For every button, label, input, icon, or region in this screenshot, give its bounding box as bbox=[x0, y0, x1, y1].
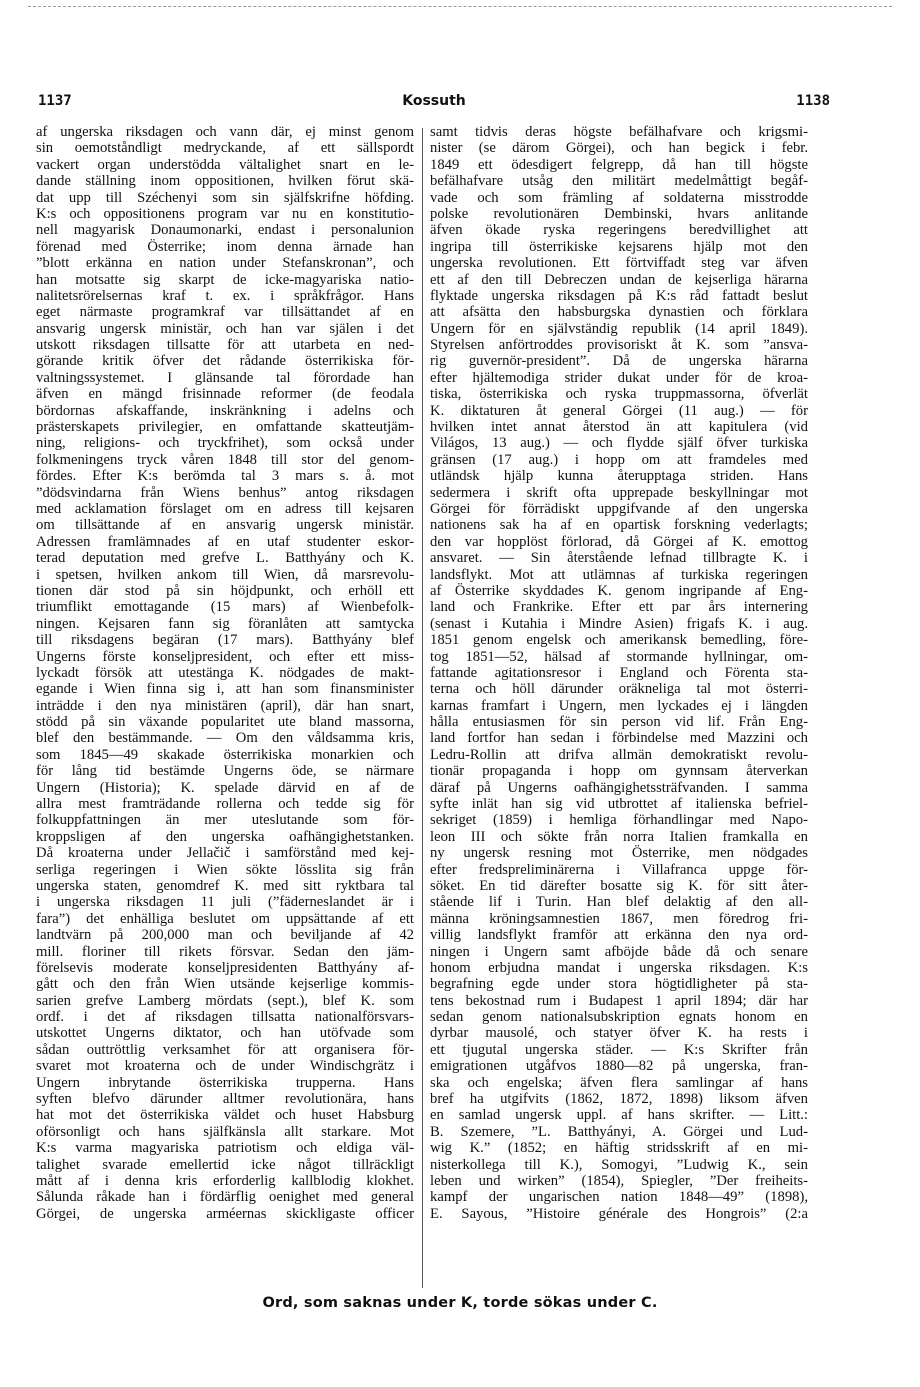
text-line: fördes. Efter K:s berömda tal 3 mars s. å. mot bbox=[36, 468, 414, 485]
text-line: ning, religions- och tryckfrihet), som också under bbox=[36, 435, 414, 452]
text-line: Ledru-Rollin att drifva allmän demokratiskt revolu- bbox=[430, 746, 808, 763]
text-line: triumflikt emottagande (15 mars) af Wienbefolk- bbox=[36, 599, 414, 616]
text-line: ungerska revolutionen. Ett förtviffadt steg var äfven bbox=[430, 255, 808, 272]
text-line: ningen. Kejsaren fann sig föranlåten att samtycka bbox=[36, 615, 414, 632]
text-line: land och Frankrike. Efter ett par års internering bbox=[430, 599, 808, 616]
text-line: flyktade ungerska riksdagen på K:s råd fattadt beslut bbox=[430, 287, 808, 304]
text-line: ”blott erkänna en nation under Stefanskronan”, och bbox=[36, 255, 414, 272]
text-line: 1851 genom engelsk och amerikansk bemedling, före- bbox=[430, 632, 808, 649]
text-line: till riksdagens begäran (17 mars). Batthyány blef bbox=[36, 632, 414, 649]
running-title: Kossuth bbox=[402, 93, 466, 109]
text-line: syften blefvo därunder alltmer revolutionära, hans bbox=[36, 1091, 414, 1108]
text-line: B. Szemere, ”L. Batthyányi, A. Görgei und Lud- bbox=[430, 1123, 808, 1140]
text-line: E. Sayous, ”Histoire générale des Hongrois” (2:a bbox=[430, 1205, 808, 1222]
text-line: sin oemotståndligt medryckande, af ett sällspordt bbox=[36, 140, 414, 157]
text-line: i spetsen, hvilken ankom till Wien, då marsrevolu- bbox=[36, 566, 414, 583]
text-line: emigrationen utgåfvos 1880—82 på ungerska, fran- bbox=[430, 1058, 808, 1075]
text-line: om tillsättande af en ansvarig ungersk ministär. bbox=[36, 517, 414, 534]
text-line: samt tidvis deras högste befälhafvare och krigsmi- bbox=[430, 124, 808, 140]
text-line: utskottet Ungerns diktator, och han utöfvade som bbox=[36, 1025, 414, 1042]
text-line: mått af i denna kris erforderlig kallblodig klokhet. bbox=[36, 1173, 414, 1189]
text-line: leben und wirken” (1854), Spiegler, ”Der freiheits- bbox=[430, 1173, 808, 1189]
text-line: prästerskapets privilegier, en omfattande skatteutjäm- bbox=[36, 419, 414, 436]
text-line: (senast i Kutahia i Mindre Asien) frigafs K. i aug. bbox=[430, 615, 808, 632]
text-line: männa kröningsamnestien 1867, men föredrog fri- bbox=[430, 910, 808, 927]
text-line: nell magyarisk Donaumonarki, endast i personalunion bbox=[36, 222, 414, 239]
page-header bbox=[38, 93, 830, 113]
text-line: en samlad ungersk uppl. af hans skrifter. — Litt.: bbox=[430, 1107, 808, 1124]
text-line: begrafning egde under stora högtidligheter på sta- bbox=[430, 976, 808, 993]
text-line: för lång tid bestämde Ungerns öde, se närmare bbox=[36, 763, 414, 780]
text-line: görande kritik öfver det rådande österrikiska för- bbox=[36, 353, 414, 370]
text-line: kroppsligen af den ungerska oafhängighetstanken. bbox=[36, 828, 414, 845]
text-line: hålla entusiasmen för sin person vid lif. Från Eng- bbox=[430, 714, 808, 731]
text-line: blef den bestämmande. — Om den våldsamma kris, bbox=[36, 730, 414, 747]
text-line: däraf på Ungerns oafhängighetssträfvanden. I samma bbox=[430, 779, 808, 796]
text-line: Világos, 13 aug.) — och flydde själf öfver turkiska bbox=[430, 435, 808, 452]
text-line: tens bekostnad rum i Budapest 1 april 1894; där har bbox=[430, 992, 808, 1009]
text-line: inträdde i den nya ministären (april), där han snart, bbox=[36, 697, 414, 714]
text-line: wig K.” (1852; en häftig stridsskrift af en mi- bbox=[430, 1140, 808, 1157]
text-line: oförsonligt och hans själfkänsla allt starkare. Mot bbox=[36, 1123, 414, 1140]
text-line: äfven en mängd frisinnade reformer (de feodala bbox=[36, 386, 414, 403]
text-line: allra mest framträdande rollerna och tedde sig för bbox=[36, 796, 414, 813]
text-line: rig guvernör-president”. Då de ungerska härarna bbox=[430, 353, 808, 370]
text-line: villig landsflykt framför att erkänna den nya ord- bbox=[430, 927, 808, 944]
text-line: ny ungersk resning mot Österrike, men nödgades bbox=[430, 845, 808, 862]
left-column bbox=[36, 124, 414, 1222]
text-line: att afsätta den habsburgska dynastien och förklara bbox=[430, 304, 808, 321]
text-line: sedermera i skrift ofta upprepade beskyllningar mot bbox=[430, 484, 808, 501]
page-number-right: 1138 bbox=[796, 93, 830, 109]
text-line: nationens sak ha af en opartisk forskning vederlagts; bbox=[430, 517, 808, 534]
text-line: land fortfor han sedan i förbindelse med Mazzini och bbox=[430, 730, 808, 747]
text-line: eget närmaste programkraf var tillsättandet af en bbox=[36, 304, 414, 321]
text-line: serliga regeringen i Wien sökte lösslita sig från bbox=[36, 861, 414, 878]
text-line: terad deputation med grefve L. Batthyány och K. bbox=[36, 550, 414, 567]
text-line: egande i Wien finna sig i, att han som finansminister bbox=[36, 681, 414, 698]
text-line: sarien grefve Lamberg mördats (sept.), blef K. som bbox=[36, 992, 414, 1009]
text-line: Görgei för förrädiskt uppgifvande af den ungerska bbox=[430, 500, 808, 517]
text-line: leon III och sökte från norra Italien framkalla en bbox=[430, 828, 808, 845]
text-line: ska och engelska; äfven flera samlingar af hans bbox=[430, 1074, 808, 1091]
text-line: sedan genom nationalsubskription egnats honom en bbox=[430, 1009, 808, 1026]
text-line: han motsatte sig skarpt de icke-magyariska natio- bbox=[36, 271, 414, 288]
text-line: fara”) det enhälliga beslutet om uppsättande af ett bbox=[36, 910, 414, 927]
text-line: K:s och oppositionens program var nu en konstitutio- bbox=[36, 205, 414, 222]
text-line: hat mot det österrikiska väldet och huset Habsburg bbox=[36, 1107, 414, 1124]
text-line: ett af den till Debreczen undan de kejserliga härarna bbox=[430, 271, 808, 288]
text-line: förenad med Österrike; inom denna ärnade han bbox=[36, 238, 414, 255]
text-line: den var hopplöst förlorad, då Görgei af K. emottog bbox=[430, 533, 808, 550]
text-line: tionen där stod på sin höjdpunkt, och erhöll ett bbox=[36, 582, 414, 599]
text-line: af ungerska riksdagen och vann där, ej minst genom bbox=[36, 124, 414, 140]
text-line: bref ha utgifvits (1862, 1872, 1898) liksom äfven bbox=[430, 1091, 808, 1108]
text-line: ningen i Ungern samt afböjde både då och senare bbox=[430, 943, 808, 960]
text-line: ordf. i det af riksdagen tillsatta nationalförsvars- bbox=[36, 1009, 414, 1026]
text-line: ungerska staten, genomdref K. med sitt ryktbara tal bbox=[36, 877, 414, 894]
text-line: gått och den från Wien utsände kejserlige kommis- bbox=[36, 976, 414, 993]
text-line: mill. floriner till rikets försvar. Sedan den jäm- bbox=[36, 943, 414, 960]
text-line: landtvärn på 200,000 man och beviljande af 42 bbox=[36, 927, 414, 944]
text-line: ansvaret. — Sin återstående lefnad tillbragte K. i bbox=[430, 550, 808, 567]
text-line: Ungern (Historia); K. spelade därvid en af de bbox=[36, 779, 414, 796]
text-line: folkmeningens tryck våren 1848 till stor del genom- bbox=[36, 451, 414, 468]
text-line: landsflykt. Mot att utlämnas af turkiska regeringen bbox=[430, 566, 808, 583]
text-line: Ungern för en självständig republik (14 april 1849). bbox=[430, 320, 808, 337]
text-line: söket. En tid därefter bosatte sig K. för sitt åter- bbox=[430, 877, 808, 894]
text-line: vackert organ understödda vältalighet snart en le- bbox=[36, 156, 414, 173]
text-line: terna och höll därunder oräkneliga tal mot österri- bbox=[430, 681, 808, 698]
text-line: Ungern inbrytande österrikiska trupperna. Hans bbox=[36, 1074, 414, 1091]
text-line: sådan outtröttlig verksamhet för att organisera för- bbox=[36, 1041, 414, 1058]
text-line: 1849 ett ödesdigert felgrepp, då han till högste bbox=[430, 156, 808, 173]
footer-note: Ord, som saknas under K, torde sökas under C. bbox=[262, 1295, 658, 1311]
text-line: karnas framfart i Ungern, men lyckades ej i längden bbox=[430, 697, 808, 714]
text-line: utländsk hjälp kunna återupptaga striden. Hans bbox=[430, 468, 808, 485]
text-line: sekriget (1859) i hemliga förhandlingar med Napo- bbox=[430, 812, 808, 829]
text-line: polske revolutionären Dembinski, hvars anlitande bbox=[430, 205, 808, 222]
text-line: i ungerska riksdagen 11 juli (”fäderneslandet är i bbox=[36, 894, 414, 911]
text-line: vade och som främling af soldaterna misstrodde bbox=[430, 189, 808, 206]
text-line: nister (se därom Görgei), och han begick i febr. bbox=[430, 140, 808, 157]
text-line: Då kroaterna under Jellačič i samförstånd med kej- bbox=[36, 845, 414, 862]
text-line: utskott riksdagen tillsatte för att utarbeta en ned- bbox=[36, 337, 414, 354]
text-line: Görgei, de ungerska arméernas skickligaste officer bbox=[36, 1205, 414, 1222]
text-line: Adressen framlämnades af en utaf studenter eskor- bbox=[36, 533, 414, 550]
text-line: nalitetsrörelsernas kraf t. ex. i språkfrågor. Hans bbox=[36, 287, 414, 304]
text-line: ansvarig ungersk ministär, och han var själen i det bbox=[36, 320, 414, 337]
text-line: gränsen (17 aug.) i hopp om att framdeles med bbox=[430, 451, 808, 468]
text-line: folkuppfattningen än mer uteslutande som för- bbox=[36, 812, 414, 829]
text-line: efter hjältemodiga strider dukat under för de kroa- bbox=[430, 369, 808, 386]
text-line: tiska, österrikiska och ryska truppmassorna, öfverlät bbox=[430, 386, 808, 403]
text-line: svaret mot kroaterna och de under Windischgrätz i bbox=[36, 1058, 414, 1075]
text-line: Styrelsen anförtroddes provisoriskt åt K. som ”ansva- bbox=[430, 337, 808, 354]
text-line: syfte inlät han sig vid utbrottet af italienska befriel- bbox=[430, 796, 808, 813]
text-line: hvilken intet annat återstod än att kapitulera (vid bbox=[430, 419, 808, 436]
text-line: som 1845—49 skakade österrikiska monarkien och bbox=[36, 746, 414, 763]
top-scan-edge bbox=[28, 6, 892, 7]
text-line: dande ställning inom oppositionen, hvilken förut skä- bbox=[36, 173, 414, 190]
text-line: ”dödsvindarna från Wiens benhus” antog riksdagen bbox=[36, 484, 414, 501]
text-line: af Österrike skyddades K. genom ingripande af Eng- bbox=[430, 582, 808, 599]
text-line: fattande agitationsresor i England och Förenta sta- bbox=[430, 664, 808, 681]
text-line: med acklamation förslaget om en adress till kejsaren bbox=[36, 500, 414, 517]
text-line: befälhafvare utsåg den militärt medelmåttigt begåf- bbox=[430, 173, 808, 190]
text-line: talighet svarade emellertid icke något tillräckligt bbox=[36, 1156, 414, 1173]
text-line: ingripa till österrikiske kejsarens hjälp mot den bbox=[430, 238, 808, 255]
text-line: nisterkollega till K.), Somogyi, ”Ludwig K., sein bbox=[430, 1156, 808, 1173]
page-number-left: 1137 bbox=[38, 93, 72, 109]
text-line: ett tjugutal ungerska städer. — K:s Skrifter från bbox=[430, 1041, 808, 1058]
text-line: bördornas afskaffande, inskränkning i adelns och bbox=[36, 402, 414, 419]
text-line: lyckadt försök att utestänga K. nödgades de makt- bbox=[36, 664, 414, 681]
text-line: dat upp till Széchenyi som sin själfskrifne höfding. bbox=[36, 189, 414, 206]
text-line: dyrbar mausolé, och statyer öfver K. ha rests i bbox=[430, 1025, 808, 1042]
right-column bbox=[430, 124, 808, 1222]
text-line: tionär propaganda i hopp om gynnsam återverkan bbox=[430, 763, 808, 780]
text-line: valtningssystemet. I glänsande tal förordade han bbox=[36, 369, 414, 386]
text-line: Ungerns förste konseljpresident, och efter ett miss- bbox=[36, 648, 414, 665]
text-line: stående lif i Turin. Han blef delaktig af den all- bbox=[430, 894, 808, 911]
text-line: efter fredspreliminärerna i Villafranca uppge för- bbox=[430, 861, 808, 878]
text-line: honom erbjudna mandat i ungerska riksdagen. K:s bbox=[430, 959, 808, 976]
text-line: Sålunda råkade han i fördärflig oenighet med general bbox=[36, 1189, 414, 1206]
text-line: förelsevis moderate konseljpresidenten Batthyány af- bbox=[36, 959, 414, 976]
column-divider bbox=[422, 128, 423, 1288]
text-line: tog 1851—52, hälsad af stormande hyllningar, om- bbox=[430, 648, 808, 665]
text-line: stödd på sin växande popularitet ute bland massorna, bbox=[36, 714, 414, 731]
text-line: kampf der ungarischen nation 1848—49” (1898), bbox=[430, 1189, 808, 1206]
text-line: äfven ökade ryska regeringens beredvillighet att bbox=[430, 222, 808, 239]
text-line: K:s varma magyariska patriotism och eldiga väl- bbox=[36, 1140, 414, 1157]
text-line: K. diktaturen åt general Görgei (11 aug.) — för bbox=[430, 402, 808, 419]
